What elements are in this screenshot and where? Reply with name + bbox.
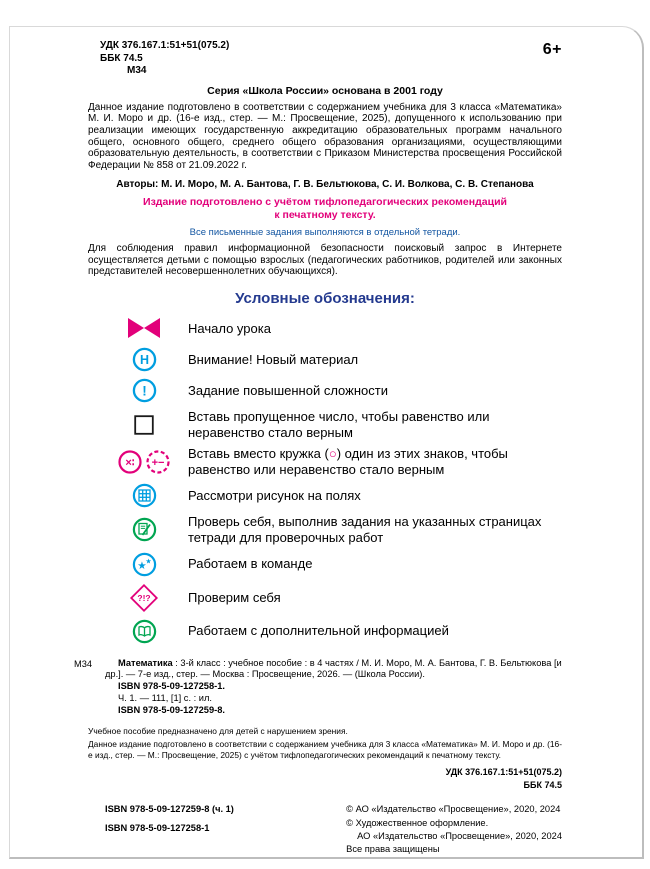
safety-paragraph: Для соблюдения правил информационной безопасности поисковый запрос в Интернете осуществляется детьми с помощью взрослых (педагогических работников, родителей или законных представителей несовершеннолетних обучающихся).	[88, 242, 562, 278]
copyright-line: © АО «Издательство «Просвещение», 2020, 2024	[346, 804, 561, 815]
legend-item-self-check	[112, 583, 562, 613]
legend-label-part: Вставь вместо кружка (	[188, 446, 329, 462]
plus-minus-glyph: +−	[151, 456, 165, 469]
bbk-code: ББК 74.5	[100, 52, 143, 64]
star-big-glyph: ★	[136, 559, 147, 572]
sign-circles-icon	[112, 449, 176, 475]
legend-item-margin-picture	[112, 483, 562, 508]
new-material-icon	[112, 347, 176, 372]
authors-line: Авторы: М. И. Моро, М. А. Бантова, Г. В. Бельтюкова, С. И. Волкова, С. В. Степанова	[116, 178, 534, 190]
legend-item-label: Внимание! Новый материал	[188, 351, 359, 367]
legend-item-teamwork	[112, 552, 562, 577]
check-notebook-icon	[112, 517, 176, 542]
star-small-glyph: ★	[144, 558, 152, 566]
isbn-part-line: ISBN 978-5-09-127259-8.	[118, 705, 225, 716]
lesson-start-icon	[112, 317, 176, 339]
classification-codes	[100, 40, 229, 78]
notebook-note: Все письменные задания выполняются в отдельной тетради.	[189, 226, 461, 238]
legend-item-label: Рассмотри рисунок на полях	[188, 488, 361, 504]
catalog-card-code: М34	[74, 658, 93, 669]
footer-row	[88, 803, 562, 856]
legend-item-check-notebook	[112, 514, 562, 545]
isbn-series-line: ISBN 978-5-09-127258-1.	[118, 681, 225, 692]
self-check-diamond-icon	[112, 583, 176, 613]
footer-classification-codes	[88, 766, 562, 791]
legend-item-extra-info	[112, 619, 562, 644]
catalog-entry	[105, 658, 562, 682]
legend-item-label: Задание повышенной сложности	[188, 382, 388, 398]
legend-item-lesson-start	[112, 316, 562, 341]
edition-paragraph: Данное издание подготовлено в соответствии с содержанием учебника для 3 класса «Математика» М. И. Моро и др. (16-е изд., стер. — М.: Просвещение, 2025), допущенного к использованию при реализации имеющих государственную аккредитацию образовательных программ начального общего, основного общего, среднего общего образования организациями, осуществляющими образовательную деятельность, в соответствии с Приказом Министерства просвещения Российской Федерации № 858 от 21.09.2022 г.	[88, 101, 562, 171]
teamwork-stars-icon	[112, 552, 176, 577]
legend-item-sign-circles	[112, 446, 562, 477]
part-line: Ч. 1. — 111, [1] с. : ил.	[118, 693, 212, 704]
catalog-isbn-lines	[105, 681, 562, 717]
series-line: Серия «Школа России» основана в 2001 году	[207, 84, 443, 97]
difficult-task-icon	[112, 378, 176, 403]
legend-item-label: Начало урока	[188, 320, 271, 336]
udk-code: УДК 376.167.1:51+51(075.2)	[100, 40, 230, 51]
copyright-line: Все права защищены	[346, 844, 440, 855]
catalog-entry-rest: : 3-й класс : учебное пособие : в 4 частях / М. И. Моро, М. А. Бантова, Г. В. Бельтюкова [и др.]. — 7-е изд., стер. — Москва : Просвещение, 2026. — (Школа России).	[105, 657, 562, 680]
small-notes	[88, 726, 562, 761]
multiply-divide-glyph: ×∶	[125, 456, 135, 469]
legend-item-empty-square	[112, 409, 562, 440]
vision-note: Учебное пособие предназначено для детей с нарушением зрения.	[88, 725, 348, 736]
difficult-task-mark: !	[141, 383, 147, 399]
catalog-card	[74, 657, 562, 717]
legend-item-difficult-task	[112, 378, 562, 403]
typhlo-note-line1: Издание подготовлено с учётом тифлопедагогических рекомендаций	[143, 195, 507, 208]
legend-item-new-material	[112, 347, 562, 372]
legend-item-label: Вставь пропущенное число, чтобы равенство или неравенство стало верным	[188, 408, 490, 440]
footer-bbk-code: ББК 74.5	[523, 779, 562, 790]
legend-item-label: Работаем в команде	[188, 556, 313, 572]
inline-circle-glyph: ○	[328, 446, 337, 462]
legend-list	[112, 316, 562, 644]
top-codes-row	[100, 40, 562, 78]
legend-item-label	[188, 446, 562, 477]
copyright-line: АО «Издательство «Просвещение», 2020, 2024	[357, 830, 562, 841]
empty-square-icon	[112, 415, 176, 435]
extra-info-book-icon	[112, 619, 176, 644]
legend-item-label: Работаем с дополнительной информацией	[188, 623, 449, 639]
copyright-line: © Художественное оформление.	[346, 817, 489, 828]
margin-grid-icon	[112, 483, 176, 508]
author-sign-code: М34	[127, 65, 147, 76]
footer-isbns	[105, 803, 234, 856]
legend-item-label: Проверь себя, выполнив задания на указанных страницах тетради для проверочных работ	[188, 514, 542, 545]
typhlo-note	[88, 196, 562, 223]
typhlo-note-line2: к печатному тексту.	[274, 209, 376, 222]
age-rating-badge: 6+	[542, 41, 562, 58]
footer-udk-code: УДК 376.167.1:51+51(075.2)	[445, 767, 562, 778]
edition-note: Данное издание подготовлено в соответствии с содержанием учебника для 3 класса «Математика» М. И. Моро и др. (16-е изд., стер. — М.: Просвещение, 2025) с учётом тифлопедагогических рекомендаций к печатному тексту.	[88, 739, 562, 761]
copyright-block	[346, 803, 562, 856]
legend-title: Условные обозначения:	[235, 289, 415, 307]
footer-isbn-series: ISBN 978-5-09-127258-1	[105, 822, 210, 833]
footer-isbn-part: ISBN 978-5-09-127259-8 (ч. 1)	[105, 804, 234, 815]
legend-item-label: Проверим себя	[188, 589, 281, 605]
legend-label-part: ) один из этих знаков, чтобы равенство или неравенство стало верным	[188, 446, 508, 477]
self-check-marks: ?!?	[137, 592, 151, 603]
new-material-letter: Н	[139, 352, 149, 367]
catalog-title: Математика	[118, 657, 173, 668]
